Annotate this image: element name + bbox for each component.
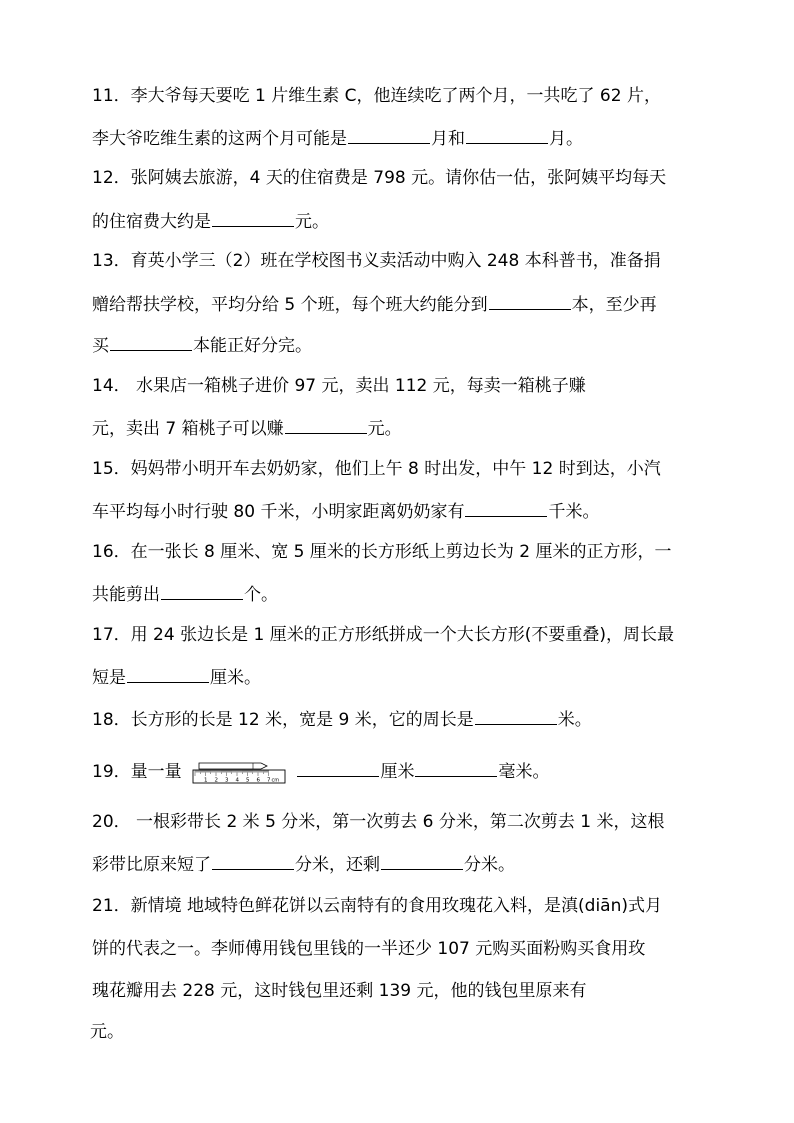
q18-text-1: 18．长方形的长是 12 米，宽是 9 米，它的周长是 <box>92 710 474 730</box>
q14-text-2: 元，卖出 7 箱桃子可以赚 <box>92 419 284 439</box>
q11-text-3: 月和 <box>431 129 465 149</box>
q17-text-3: 厘米。 <box>210 668 261 688</box>
q20-line-2 <box>92 853 515 875</box>
q13-text-2: 赠给帮扶学校，平均分给 5 个班，每个班大约能分到 <box>92 295 488 315</box>
q12-line-1 <box>92 168 666 188</box>
q19-text-1: 19．量一量 <box>92 762 182 782</box>
q18-line-1 <box>92 708 592 730</box>
q14-line-2 <box>92 417 402 439</box>
ruler-image <box>191 759 287 785</box>
q21-text-1: 21．新情境 地域特色鲜花饼以云南特有的食用玫瑰花入料，是滇(diān)式月 <box>92 896 663 916</box>
q11-text-1: 11．李大爷每天要吃 1 片维生素 C，他连续吃了两个月，一共吃了 62 片， <box>92 86 661 106</box>
q12-text-1: 12．张阿姨去旅游，4 天的住宿费是 798 元。请你估一估，张阿姨平均每天 <box>92 168 667 188</box>
q14-line-1 <box>92 376 586 396</box>
q21-line-2 <box>92 939 645 959</box>
q13-line-3 <box>92 334 312 356</box>
q15-line-1 <box>92 459 661 479</box>
q17-answer-blank[interactable] <box>127 666 209 683</box>
q15-text-2: 车平均每小时行驶 80 千米，小明家距离奶奶家有 <box>92 502 465 522</box>
q15-line-2 <box>92 500 599 522</box>
q11-answer-blank-2[interactable] <box>466 127 548 144</box>
q20-text-1: 20． 一根彩带长 2 米 5 分米，第一次剪去 6 分米，第二次剪去 1 米，这根 <box>92 812 665 832</box>
q21-line-1 <box>92 896 662 916</box>
q21-line-4 <box>90 1022 124 1042</box>
pencil-shape <box>199 763 267 769</box>
ruler-tick-label: 5 <box>246 777 250 784</box>
q20-text-2: 彩带比原来短了 <box>92 855 211 875</box>
q20-text-3: 分米，还剩 <box>295 855 380 875</box>
q14-text-3: 元。 <box>367 419 402 439</box>
ruler-unit-label: cm <box>271 777 280 784</box>
q11-text-4: 月。 <box>549 129 583 149</box>
q13-answer-blank-1[interactable] <box>489 293 571 310</box>
q19-answer-blank-1[interactable] <box>297 760 379 777</box>
q15-answer-blank[interactable] <box>465 500 547 517</box>
q16-text-2: 共能剪出 <box>92 585 160 605</box>
ruler-tick-label: 1 <box>204 777 208 784</box>
q19-text-2: 厘米 <box>380 762 415 782</box>
q12-text-2: 的住宿费大约是 <box>92 212 211 232</box>
q21-text-3: 瑰花瓣用去 228 元，这时钱包里还剩 139 元，他的钱包里原来有 <box>92 981 587 1001</box>
ruler-tick-label: 7 <box>267 777 271 784</box>
q13-text-4: 买 <box>92 336 109 356</box>
q20-line-1 <box>92 812 665 832</box>
q21-text-4: 元。 <box>90 1022 124 1042</box>
q19-answer-blank-2[interactable] <box>415 760 497 777</box>
ruler-tick-label: 6 <box>256 777 261 784</box>
q16-answer-blank[interactable] <box>161 583 243 600</box>
q13-answer-blank-2[interactable] <box>110 334 192 351</box>
q13-line-1 <box>92 251 661 271</box>
q17-text-2: 短是 <box>92 668 126 688</box>
q15-text-3: 千米。 <box>548 502 600 522</box>
q11-answer-blank-1[interactable] <box>348 127 430 144</box>
q18-answer-blank[interactable] <box>475 708 557 725</box>
q19-line-1 <box>92 759 549 785</box>
q17-line-1 <box>92 625 674 645</box>
q17-text-1: 17．用 24 张边长是 1 厘米的正方形纸拼成一个大长方形(不要重叠)，周长最 <box>92 625 674 645</box>
q11-line-1 <box>92 86 661 106</box>
q12-text-3: 元。 <box>295 212 329 232</box>
ruler-tick-label: 2 <box>214 777 219 784</box>
q20-answer-blank-1[interactable] <box>212 853 294 870</box>
q20-answer-blank-2[interactable] <box>381 853 463 870</box>
q13-text-5: 本能正好分完。 <box>193 336 312 356</box>
q15-text-1: 15．妈妈带小明开车去奶奶家，他们上午 8 时出发，中午 12 时到达，小汽 <box>92 459 661 479</box>
q20-text-4: 分米。 <box>464 855 515 875</box>
q21-text-2: 饼的代表之一。李师傅用钱包里钱的一半还少 107 元购买面粉购买食用玫 <box>92 939 646 959</box>
q16-line-1 <box>92 542 672 562</box>
q11-line-2 <box>92 127 583 149</box>
q14-answer-blank[interactable] <box>285 417 367 434</box>
q12-answer-blank[interactable] <box>212 210 294 227</box>
q14-text-1: 14． 水果店一箱桃子进价 97 元，卖出 112 元，每卖一箱桃子赚 <box>92 376 586 396</box>
q13-text-3: 本，至少再 <box>571 295 657 315</box>
q16-line-2 <box>92 583 278 605</box>
q17-line-2 <box>92 666 261 688</box>
q13-text-1: 13．育英小学三（2）班在学校图书义卖活动中购入 248 本科普书，准备捐 <box>92 251 661 271</box>
q16-text-3: 个。 <box>244 585 278 605</box>
ruler-tick-label: 3 <box>225 777 229 784</box>
ruler-tick-label: 4 <box>235 777 240 784</box>
q19-text-3: 毫米。 <box>498 762 550 782</box>
q21-line-3 <box>92 981 587 1001</box>
q13-line-2 <box>92 293 657 315</box>
q18-text-2: 米。 <box>557 710 592 730</box>
q11-text-2: 李大爷吃维生素的这两个月可能是 <box>92 129 347 149</box>
q16-text-1: 16．在一张长 8 厘米、宽 5 厘米的长方形纸上剪边长为 2 厘米的正方形，一 <box>92 542 672 562</box>
q12-line-2 <box>92 210 329 232</box>
